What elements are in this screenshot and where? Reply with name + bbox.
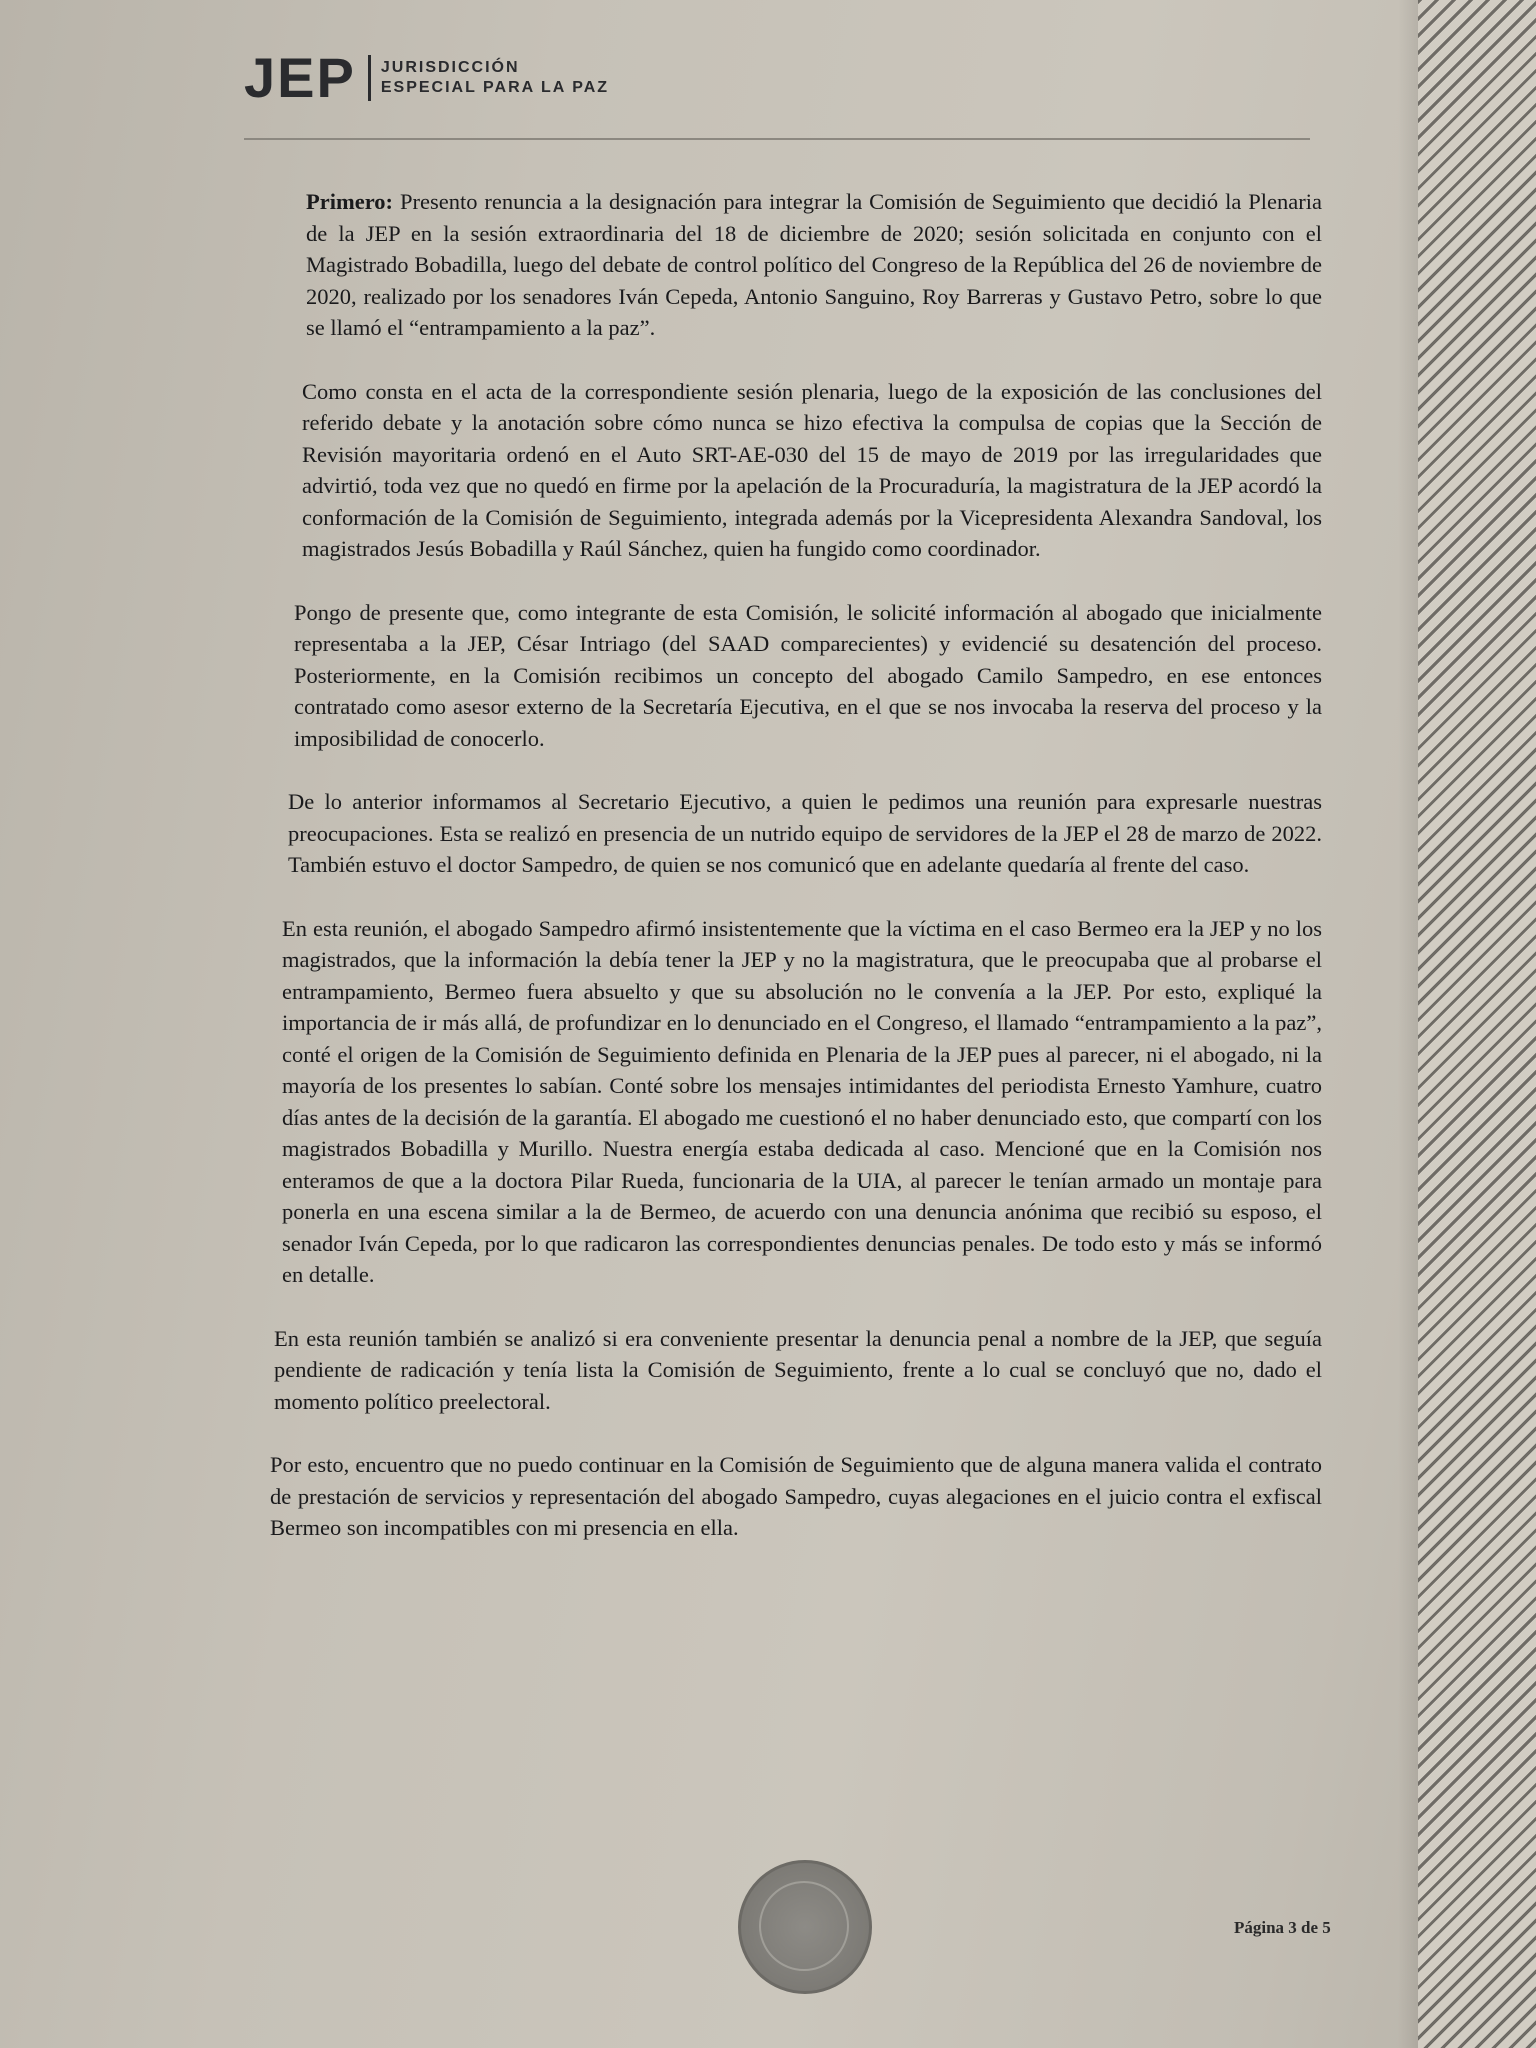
paragraph-1: [262, 186, 1322, 344]
paragraph-lead: Primero:: [306, 189, 394, 214]
paragraph-7: Por esto, encuentro que no puedo continuar en la Comisión de Seguimiento que de alguna manera valida el contrato de prestación de servicios y representación del abogado Sampedro, cuyas alegaciones en el juicio contra el exfiscal Bermeo son incompatibles con mi presencia en ella.: [270, 1452, 1322, 1540]
organization-name-line2: ESPECIAL PARA LA PAZ: [380, 79, 610, 96]
binder-edge-shadow: [1398, 0, 1418, 2048]
paragraph-4: De lo anterior informamos al Secretario Ejecutivo, a quien le pedimos una reunión para expresarle nuestras preocupaciones. Esta se realizó en presencia de un nutrido equipo de servidores de la JEP el 28 de marzo de 2022. También estuvo el doctor Sampedro, de quien se nos comunicó que en adelante quedaría al frente del caso.: [288, 789, 1322, 877]
paragraph-2: Como consta en el acta de la correspondiente sesión plenaria, luego de la exposición de las conclusiones del referido debate y la anotación sobre cómo nunca se hizo efectiva la compulsa de copias que la Sección de Revisión mayoritaria ordenó en el Auto SRT-AE-030 del 15 de mayo de 2019 por las irregularidades que advirtió, toda vez que no quedó en firme por la apelación de la Procuraduría, la magistratura de la JEP acordó la conformación de la Comisión de Seguimiento, integrada además por la Vicepresidenta Alexandra Sandoval, los magistrados Jesús Bobadilla y Raúl Sánchez, quien ha fungido como coordinador.: [302, 378, 1322, 561]
seal-ring: [759, 1881, 849, 1971]
decorative-stripes: [1418, 0, 1536, 2048]
paragraph-5: En esta reunión, el abogado Sampedro afirmó insistentemente que la víctima en el caso Bermeo era la JEP y no los magistrados, que la información la debía tener la JEP y no la magistratura, que le preocupaba que al probarse el entrampamiento, Bermeo fuera absuelto y que su absolución no le convenía a la JEP. Por esto, expliqué la importancia de ir más allá, de profundizar en lo denunciado en el Congreso, el llamado “entrampamiento a la paz”, conté el origen de la Comisión de Seguimiento definida en Plenaria de la JEP pues al parecer, ni el abogado, ni la mayoría de los presentes lo sabían. Conté sobre los mensajes intimidantes del periodista Ernesto Yamhure, cuatro días antes de la decisión de la garantía. El abogado me cuestionó el no haber denunciado esto, que compartí con los magistrados Bobadilla y Murillo. Nuestra energía estaba dedicada al caso. Mencioné que en la Comisión nos enteramos de que a la doctora Pilar Rueda, funcionaria de la UIA, al parecer le tenían armado un montaje para ponerla en una escena similar a la de Bermeo, de acuerdo con una denuncia anónima que recibió su esposo, el senador Iván Cepeda, por lo que radicaron las correspondientes denuncias penales. De todo esto y más se informó en detalle.: [282, 915, 1322, 1287]
paragraph-3: Pongo de presente que, como integrante de esta Comisión, le solicité información al abogado que inicialmente representaba a la JEP, César Intriago (del SAAD comparecientes) y evidencié su desatención del proceso. Posteriormente, en la Comisión recibimos un concepto del abogado Camilo Sampedro, en ese entonces contratado como asesor externo de la Secretaría Ejecutiva, en el que se nos invocaba la reserva del proceso y la imposibilidad de conocerlo.: [294, 599, 1322, 751]
header-divider: [244, 138, 1310, 140]
official-seal: [738, 1860, 872, 1994]
paragraph-6: En esta reunión también se analizó si era conveniente presentar la denuncia penal a nombre de la JEP, que seguía pendiente de radicación y tenía lista la Comisión de Seguimiento, frente a lo cual se concluyó que no, dado el momento político preelectoral.: [274, 1325, 1322, 1414]
letterhead: [244, 46, 610, 109]
document-body: [262, 186, 1322, 1544]
page-number: Página 3 de 5: [1234, 1918, 1331, 1937]
organization-name-line1: JURISDICCIÓN: [380, 59, 520, 76]
organization-name: [381, 58, 609, 98]
paragraph-1-text: Presento renuncia a la designación para integrar la Comisión de Seguimiento que decidió la Plenaria de la JEP en la sesión extraordinaria del 18 de diciembre de 2020; sesión solicitada en conjunto con el Magistrado Bobadilla, luego del debate de control político del Congreso de la República del 26 de noviembre de 2020, realizado por los senadores Iván Cepeda, Antonio Sanguino, Roy Barreras y Gustavo Petro, sobre lo que se llamó el “entrampamiento a la paz”.: [306, 189, 1322, 340]
logo-divider: [368, 55, 371, 101]
jep-logo: JEP: [244, 46, 356, 109]
